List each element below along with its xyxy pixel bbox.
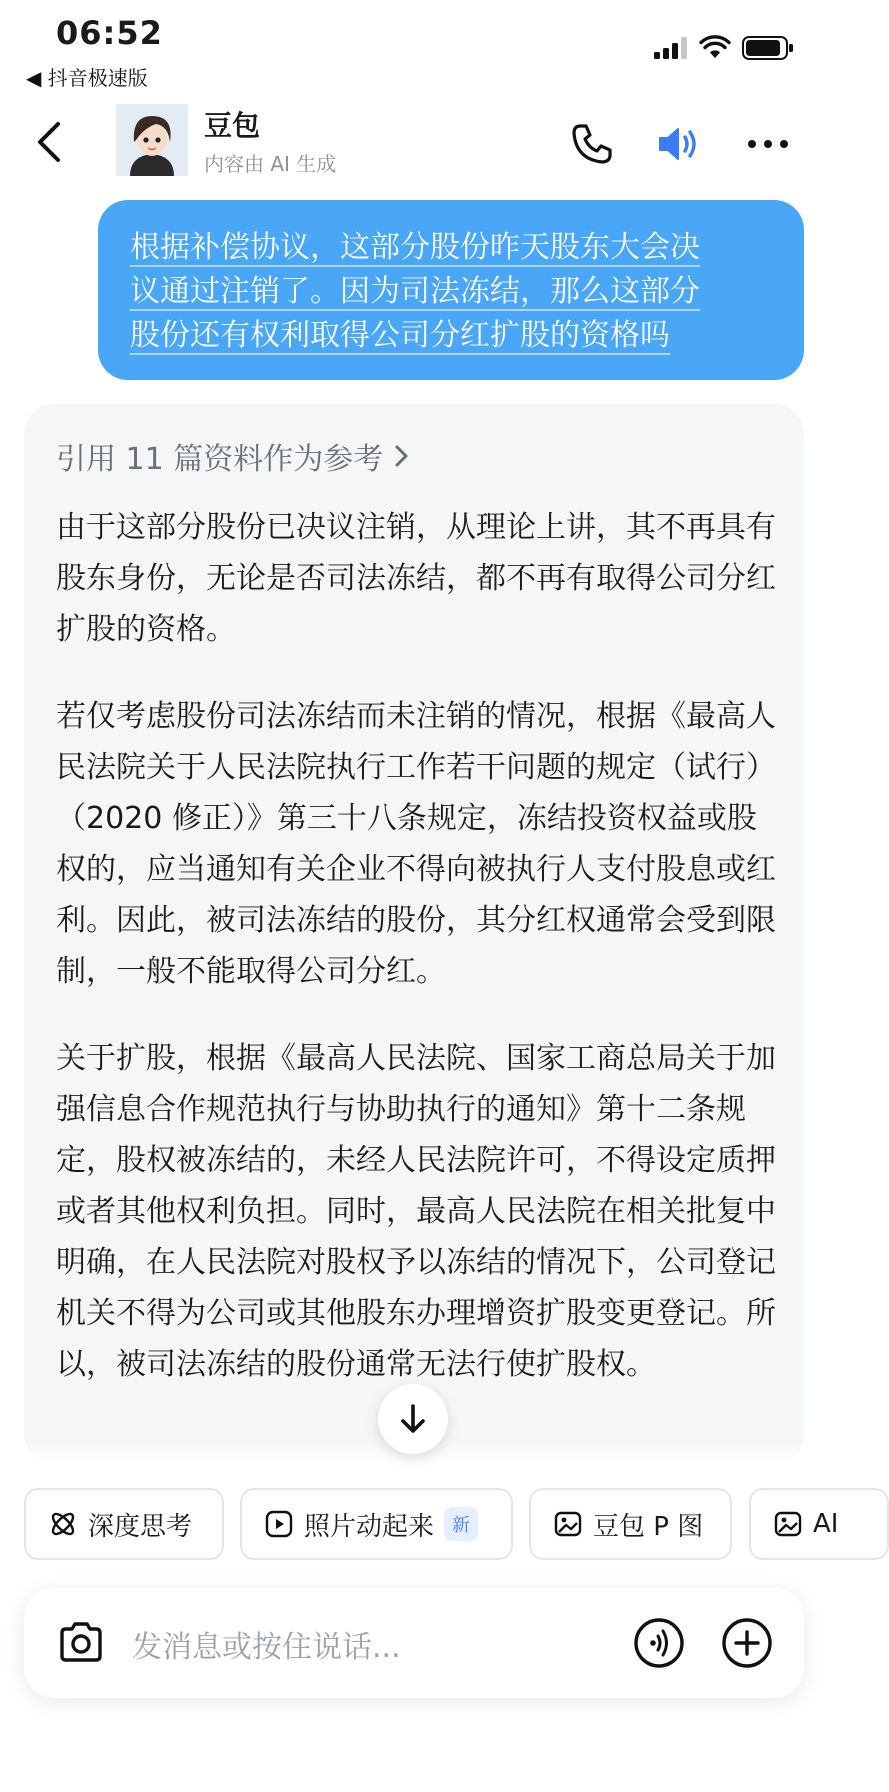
chip-label: 豆包 P 图: [593, 1511, 704, 1542]
atom-icon: [48, 1509, 78, 1539]
user-message-line: 股份还有权利取得公司分红扩股的资格吗: [130, 318, 670, 353]
reference-text: 引用 11 篇资料作为参考: [56, 442, 384, 477]
user-message-line: 议通过注销了。因为司法冻结，那么这部分: [130, 274, 700, 309]
chevron-right-icon: [393, 442, 411, 470]
bot-name: 豆包: [204, 109, 261, 142]
chip-ai-image[interactable]: [749, 1488, 889, 1560]
avatar[interactable]: [116, 104, 188, 176]
user-message-bubble[interactable]: [98, 200, 804, 380]
add-button[interactable]: [720, 1616, 774, 1670]
status-time: 06:52: [56, 14, 163, 52]
image-edit-icon: [553, 1509, 583, 1539]
more-options-button[interactable]: [744, 120, 792, 168]
chip-label: AI: [813, 1509, 839, 1539]
new-badge: 新: [444, 1507, 478, 1541]
voice-wave-icon: [632, 1616, 686, 1670]
chip-image-edit[interactable]: [529, 1488, 732, 1560]
chip-label: 照片动起来: [304, 1511, 435, 1542]
bot-subtitle: 内容由 AI 生成: [204, 152, 337, 176]
back-button[interactable]: [30, 116, 70, 168]
phone-icon: [568, 120, 616, 168]
scroll-to-bottom-button[interactable]: [378, 1384, 448, 1454]
signal-icon: [654, 37, 688, 59]
camera-icon: [54, 1616, 108, 1670]
camera-button[interactable]: [54, 1616, 108, 1670]
ai-paragraph: 若仅考虑股份司法冻结而未注销的情况，根据《最高人民法院关于人民法院执行工作若干问题的规定（试行）（2020 修正）》第三十八条规定，冻结投资权益或股权的，应当通知有关企业不得向被执行人支付股息或红利。因此，被司法冻结的股份，其分红权通常会受到限制，一般不能取得公司分红。: [56, 699, 776, 989]
speaker-button[interactable]: [654, 120, 702, 168]
status-bar: [0, 0, 828, 90]
ai-paragraph: 由于这部分股份已决议注销，从理论上讲，其不再具有股东身份，无论是否司法冻结，都不再有取得公司分红扩股的资格。: [56, 510, 776, 647]
status-icons: [654, 36, 794, 60]
bot-avatar-icon: [116, 104, 188, 176]
reference-link[interactable]: [56, 434, 411, 478]
play-icon: [264, 1509, 294, 1539]
battery-icon: [742, 36, 794, 60]
quick-action-chips: [0, 1464, 839, 1574]
call-button[interactable]: [568, 120, 616, 168]
chip-label: 深度思考: [88, 1511, 193, 1542]
ai-paragraph: 关于扩股，根据《最高人民法院、国家工商总局关于加强信息合作规范执行与协助执行的通知》第十二条规定，股权被冻结的，未经人民法院许可，不得设定质押或者其他权利负担。同时，最高人民法院在相关批复中明确，在人民法院对股权予以冻结的情况下，公司登记机关不得为公司或其他股东办理增资扩股变更登记。所以，被司法冻结的股份通常无法行使扩股权。: [56, 1041, 776, 1382]
speaker-icon: [654, 120, 702, 168]
image-icon: [773, 1509, 803, 1539]
chevron-left-icon: [30, 116, 70, 168]
chip-deep-thinking[interactable]: [24, 1488, 224, 1560]
user-message-line: 根据补偿协议，这部分股份昨天股东大会决: [130, 230, 700, 265]
chat-header: [0, 96, 828, 188]
more-icon: [744, 120, 792, 168]
voice-call-button[interactable]: [632, 1616, 686, 1670]
message-input-bar: [24, 1588, 804, 1698]
chip-animate-photo[interactable]: [240, 1488, 513, 1560]
user-message-text: [130, 226, 772, 358]
back-to-app-link[interactable]: ◀ 抖音极速版: [26, 66, 148, 90]
message-input[interactable]: 发消息或按住说话...: [132, 1630, 401, 1665]
plus-circle-icon: [720, 1616, 774, 1670]
ai-response-body: [56, 502, 786, 1426]
arrow-down-icon: [398, 1402, 428, 1436]
ai-response-card: [24, 404, 804, 1464]
wifi-icon: [700, 37, 730, 59]
